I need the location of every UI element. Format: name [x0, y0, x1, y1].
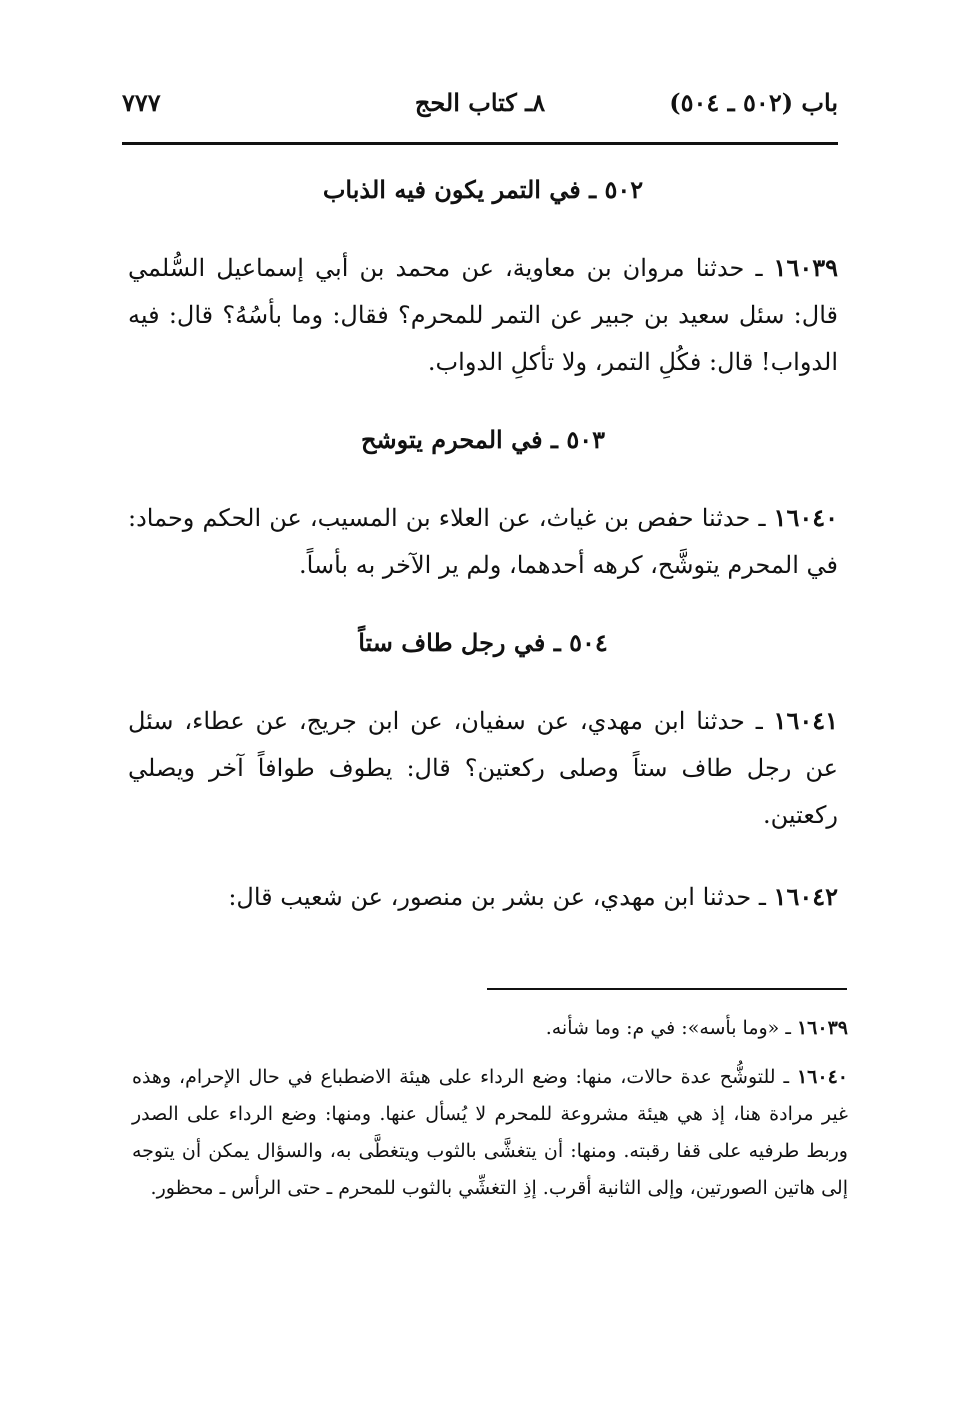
- running-header: [122, 88, 838, 132]
- footnote-text: ـ للتوشُّح عدة حالات، منها: وضع الرداء على هيئة الاضطباع في حال الإحرام، وهذه غير مرادة هنا، إذ هي هيئة مشروعة للمحرم لا يُسأل عنها. ومنها: وضع الرداء على الصدر وربط طرفيه على قفا رقبته. ومنها: أن يتغشَّى بالثوب ويتغطَّى به، والسؤال يمكن أن يتوجه إلى هاتين الصورتين، وإلى الثانية أقرب. إذِ التغشِّي بالثوب للمحرم ـ حتى الرأس ـ محظور.: [132, 1066, 848, 1199]
- footnote-16039: [132, 1010, 848, 1047]
- book-title: ٨ـ كتاب الحج: [414, 88, 546, 117]
- hadith-number: ١٦٠٣٩: [773, 253, 838, 282]
- footnote-number: ١٦٠٣٩: [796, 1017, 848, 1039]
- hadith-number: ١٦٠٤٢: [773, 882, 838, 911]
- hadith-text: ـ حدثنا ابن مهدي، عن بشر بن منصور، عن شعيب قال:: [228, 883, 774, 911]
- hadith-text: ـ حدثنا مروان بن معاوية، عن محمد بن أبي إسماعيل السُّلمي قال: سئل سعيد بن جبير عن التمر للمحرم؟ فقال: وما بأسُهُ؟ قال: فيه الدواب! قال: فكُلِ التمر، ولا تأكلِ الدواب.: [128, 254, 838, 376]
- hadith-text: ـ حدثنا ابن مهدي، عن سفيان، عن ابن جريج، عن عطاء، سئل عن رجل طاف ستاً وصلى ركعتين؟ قال: يطوف طوافاً آخر ويصلي ركعتين.: [128, 707, 839, 829]
- footnote-number: ١٦٠٤٠: [796, 1066, 848, 1088]
- chapter-range: باب (٥٠٢ ـ ٥٠٤): [669, 88, 838, 117]
- hadith-number: ١٦٠٤١: [773, 706, 838, 735]
- hadith-16042: [128, 873, 838, 921]
- page-number: ٧٧٧: [122, 88, 161, 117]
- main-text: [128, 170, 838, 955]
- hadith-number: ١٦٠٤٠: [773, 503, 838, 532]
- footnote-rule: [487, 988, 847, 990]
- header-rule: [122, 142, 838, 145]
- footnotes: [132, 1010, 848, 1219]
- footnote-16040: [132, 1059, 848, 1207]
- section-heading-503: ٥٠٣ ـ في المحرم يتوشح: [361, 425, 605, 454]
- section-heading-502: ٥٠٢ ـ في التمر يكون فيه الذباب: [322, 175, 644, 204]
- hadith-16039: [128, 244, 838, 386]
- footnote-text: ـ «وما بأسه»: في م: وما شأنه.: [545, 1017, 797, 1039]
- hadith-text: ـ حدثنا حفص بن غياث، عن العلاء بن المسيب، عن الحكم وحماد: في المحرم يتوشَّح، كرهه أحدهما، ولم ير الآخر به بأساً.: [128, 504, 838, 579]
- hadith-16041: [128, 697, 838, 839]
- section-heading-504: ٥٠٤ ـ في رجل طاف ستاً: [358, 628, 608, 657]
- hadith-16040: [128, 494, 838, 589]
